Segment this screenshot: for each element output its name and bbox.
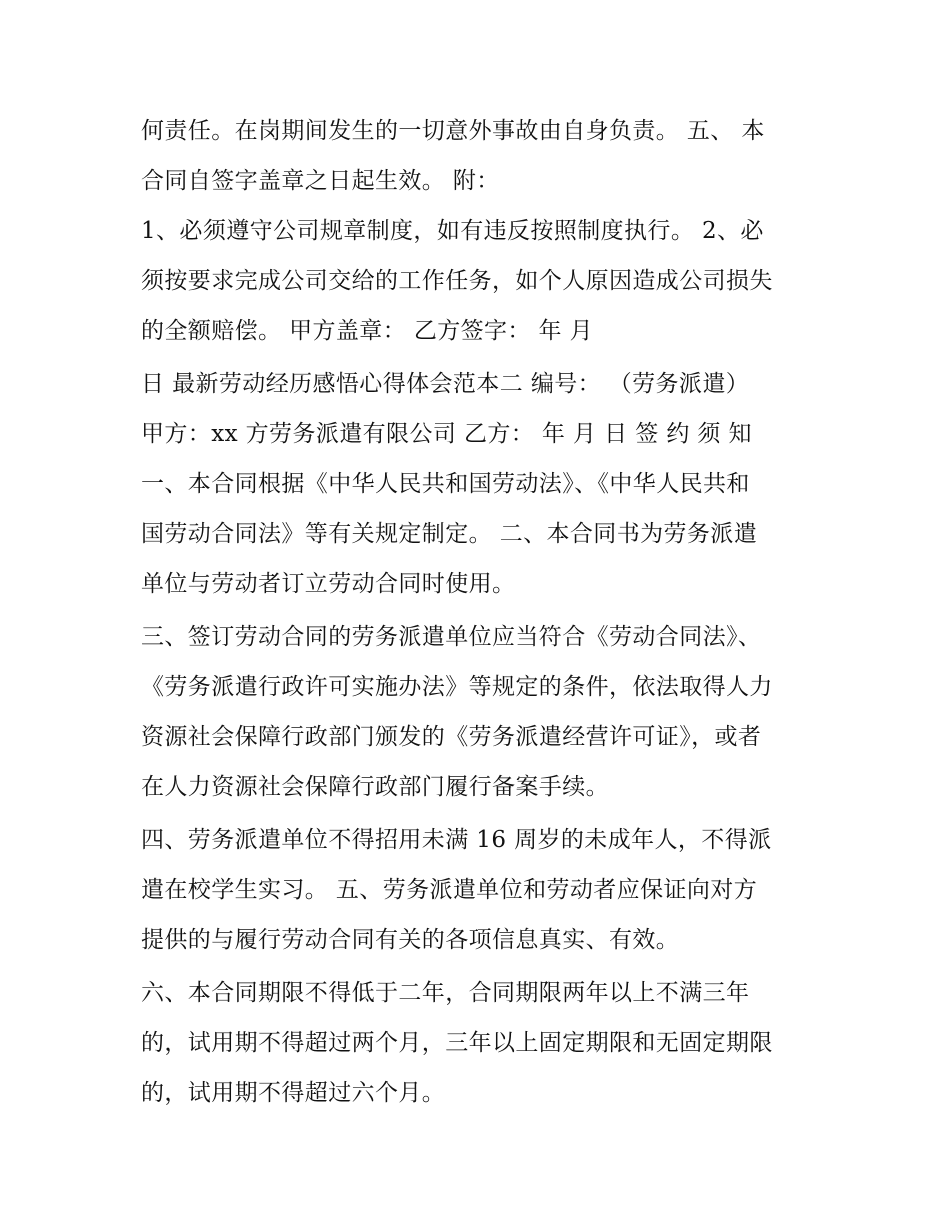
text-line: 日 最新劳动经历感悟心得体会范本二 编号： （劳务派遣） bbox=[141, 371, 750, 397]
text-line: 提供的与履行劳动合同有关的各项信息真实、有效。 bbox=[141, 927, 680, 953]
text-line: 遣在校学生实习。 五、劳务派遣单位和劳动者应保证向对方 bbox=[141, 877, 758, 903]
text-line: 资源社会保障行政部门颁发的《劳务派遣经营许可证》，或者 bbox=[141, 724, 762, 750]
text-line: 四、劳务派遣单位不得招用未满 16 周岁的未成年人，不得派 bbox=[141, 827, 772, 853]
text-line: 一、本合同根据《中华人民共和国劳动法》、《中华人民共和 bbox=[141, 471, 750, 497]
text-line: 国劳动合同法》等有关规定制定。 二、本合同书为劳务派遣 bbox=[141, 521, 758, 547]
text-line: 的全额赔偿。 甲方盖章： 乙方签字： 年 月 bbox=[141, 318, 594, 344]
text-line: 的，试用期不得超过两个月，三年以上固定期限和无固定期限 bbox=[141, 1030, 773, 1056]
text-line: 的，试用期不得超过六个月。 bbox=[141, 1080, 446, 1106]
text-line: 1、必须遵守公司规章制度，如有违反按照制度执行。 2、必 bbox=[141, 218, 764, 244]
text-line: 六、本合同期限不得低于二年，合同期限两年以上不满三年 bbox=[141, 980, 750, 1006]
text-line: 《劳务派遣行政许可实施办法》等规定的条件，依法取得人力 bbox=[141, 674, 773, 700]
text-line: 在人力资源社会保障行政部门履行备案手续。 bbox=[141, 774, 609, 800]
text-line: 合同自签字盖章之日起生效。 附： bbox=[141, 168, 500, 194]
text-line: 三、签订劳动合同的劳务派遣单位应当符合《劳动合同法》、 bbox=[141, 624, 762, 650]
text-line: 何责任。在岗期间发生的一切意外事故由自身负责。 五、 本 bbox=[141, 118, 765, 144]
text-line: 单位与劳动者订立劳动合同时使用。 bbox=[141, 571, 516, 597]
text-line: 须按要求完成公司交给的工作任务，如个人原因造成公司损失 bbox=[141, 268, 773, 294]
text-line: 甲方：xx 方劳务派遣有限公司 乙方： 年 月 日 签 约 须 知 bbox=[141, 421, 752, 447]
